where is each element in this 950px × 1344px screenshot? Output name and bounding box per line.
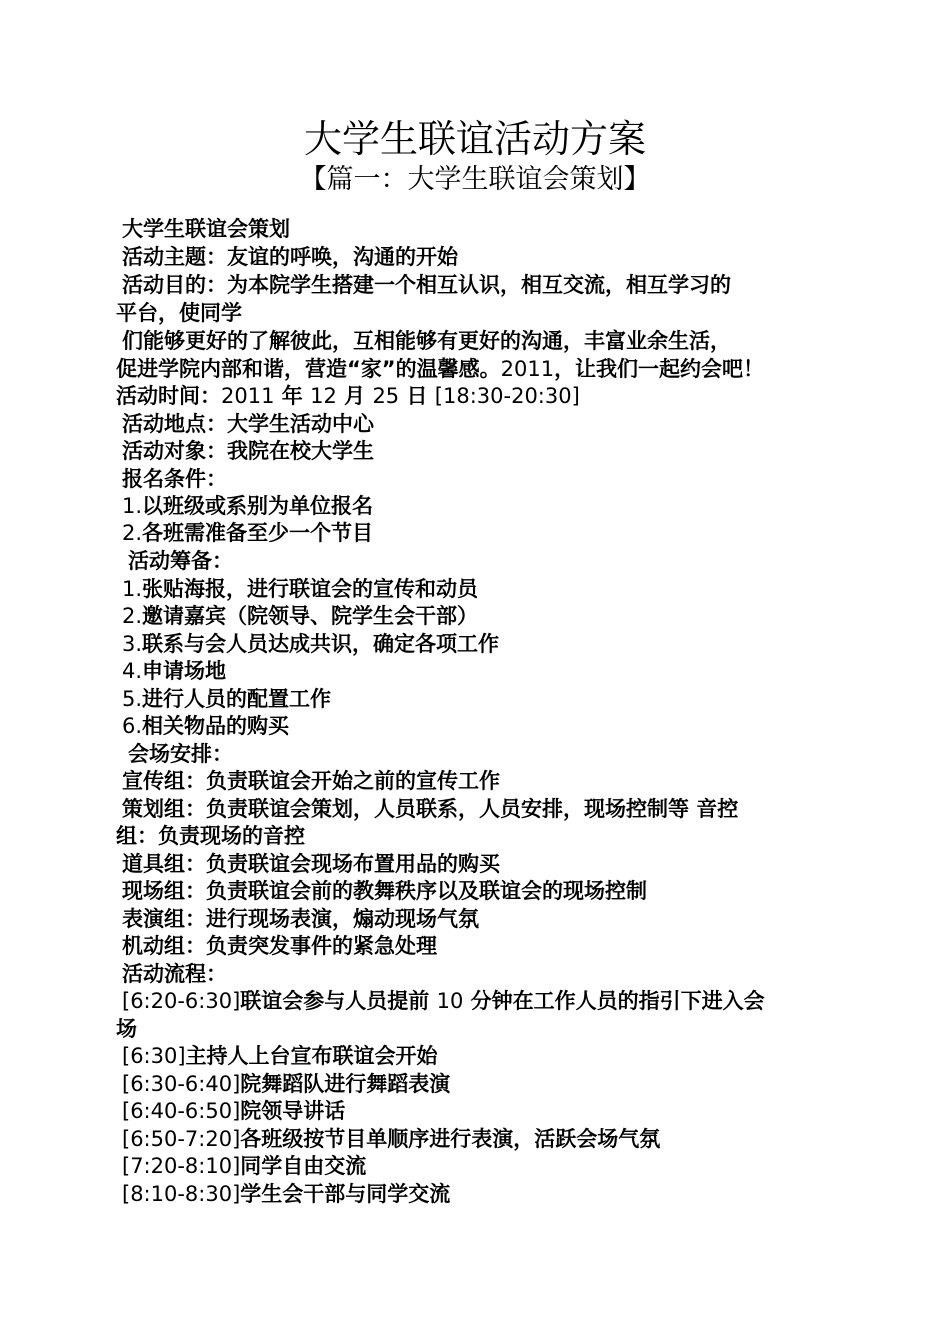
venue-label: 会场安排：	[128, 742, 233, 766]
flow-text: 分钟在工作人员的指引下进入会	[470, 989, 765, 1013]
item-text: 相关物品的购买	[142, 714, 290, 738]
purpose-line-2: 平台，使同学	[116, 301, 242, 325]
prep-item	[122, 602, 478, 630]
item-text: 申请场地	[142, 659, 227, 683]
group-publicity: 宣传组：负责联谊会开始之前的宣传工作	[122, 769, 500, 793]
flow-item-cont: 场	[116, 1017, 137, 1041]
item-number: 3.	[122, 632, 143, 656]
document-subtitle: 【篇一：大学生联谊会策划】	[299, 164, 651, 195]
purpose-line-1: 活动目的：为本院学生搭建一个相互认识，相互交流，相互学习的	[122, 273, 731, 297]
group-planning: 策划组：负责联谊会策划，人员联系，人员安排，现场控制等 音控	[122, 797, 739, 821]
prep-item	[122, 630, 499, 658]
purpose-end: ，让我们一起约会吧！	[554, 357, 765, 381]
item-text: 邀请嘉宾（院领导、院学生会干部）	[142, 604, 479, 628]
flow-item	[122, 1070, 450, 1098]
flow-item	[122, 1152, 366, 1180]
item-number: 2.	[122, 604, 143, 628]
flow-minutes: 10	[436, 989, 464, 1013]
place-line: 活动地点：大学生活动中心	[122, 412, 374, 436]
group-mobile: 机动组：负责突发事件的紧急处理	[122, 934, 437, 958]
purpose-text: 促进学院内部和谐，营造“家”的温馨感。	[116, 357, 501, 381]
time-nian: 年	[281, 384, 303, 408]
prep-item	[122, 685, 331, 713]
item-number: 2.	[122, 521, 143, 545]
flow-time: [6:30]	[122, 1044, 186, 1068]
flow-time: [6:40-6:50]	[122, 1099, 241, 1123]
item-text: 张贴海报，进行联谊会的宣传和动员	[142, 577, 479, 601]
time-month: 12	[310, 384, 337, 408]
group-props: 道具组：负责联谊会现场布置用品的购买	[122, 852, 500, 876]
flow-text: 同学自由交流	[240, 1154, 367, 1178]
signup-label: 报名条件：	[122, 467, 227, 491]
flow-item	[122, 1125, 660, 1153]
time-yue: 月	[344, 384, 366, 408]
signup-item	[122, 492, 373, 520]
purpose-year: 2011	[500, 357, 555, 381]
flow-time: [6:50-7:20]	[122, 1127, 241, 1151]
group-perform: 表演组：进行现场表演，煽动现场气氛	[122, 907, 479, 931]
flow-item	[122, 987, 765, 1015]
item-text: 进行人员的配置工作	[142, 687, 332, 711]
prep-item	[122, 575, 478, 603]
time-label: 活动时间：	[116, 384, 221, 408]
item-number: 1.	[122, 494, 143, 518]
purpose-line-4	[116, 355, 764, 383]
signup-item	[122, 519, 373, 547]
flow-time: [8:10-8:30]	[122, 1182, 241, 1206]
group-audio: 组：负责现场的音控	[116, 824, 305, 848]
item-number: 5.	[122, 687, 143, 711]
flow-item	[122, 1180, 450, 1208]
flow-label: 活动流程：	[122, 962, 227, 986]
time-day: 25	[372, 384, 400, 408]
group-site: 现场组：负责联谊会前的教舞秩序以及联谊会的现场控制	[122, 879, 647, 903]
prep-item	[122, 657, 226, 685]
item-text: 各班需准备至少一个节目	[142, 521, 374, 545]
time-year: 2011	[221, 384, 275, 408]
item-number: 4.	[122, 659, 143, 683]
time-range: [18:30-20:30]	[434, 384, 580, 408]
theme-line: 活动主题：友谊的呼唤，沟通的开始	[122, 245, 458, 269]
item-number: 6.	[122, 714, 143, 738]
flow-time: [6:20-6:30]	[122, 989, 241, 1013]
prep-label: 活动筹备：	[128, 549, 233, 573]
item-number: 1.	[122, 577, 143, 601]
flow-time: [7:20-8:10]	[122, 1154, 241, 1178]
time-ri: 日	[406, 384, 428, 408]
flow-text: 主持人上台宣布联谊会开始	[185, 1044, 438, 1068]
purpose-line-3: 们能够更好的了解彼此，互相能够有更好的沟通，丰富业余生活，	[122, 329, 731, 353]
item-text: 以班级或系别为单位报名	[142, 494, 374, 518]
flow-item	[122, 1097, 345, 1125]
flow-text: 院舞蹈队进行舞蹈表演	[240, 1072, 451, 1096]
flow-text: 学生会干部与同学交流	[240, 1182, 451, 1206]
audience-line: 活动对象：我院在校大学生	[122, 439, 374, 463]
time-line	[116, 382, 580, 410]
heading: 大学生联谊会策划	[122, 217, 290, 241]
flow-time: [6:30-6:40]	[122, 1072, 241, 1096]
flow-item	[122, 1042, 438, 1070]
item-text: 联系与会人员达成共识，确定各项工作	[142, 632, 500, 656]
flow-text: 联谊会参与人员提前	[240, 989, 430, 1013]
flow-text: 院领导讲话	[240, 1099, 346, 1123]
flow-text: 各班级按节目单顺序进行表演，活跃会场气氛	[240, 1127, 661, 1151]
document-title: 大学生联谊活动方案	[303, 117, 646, 161]
prep-item	[122, 712, 289, 740]
